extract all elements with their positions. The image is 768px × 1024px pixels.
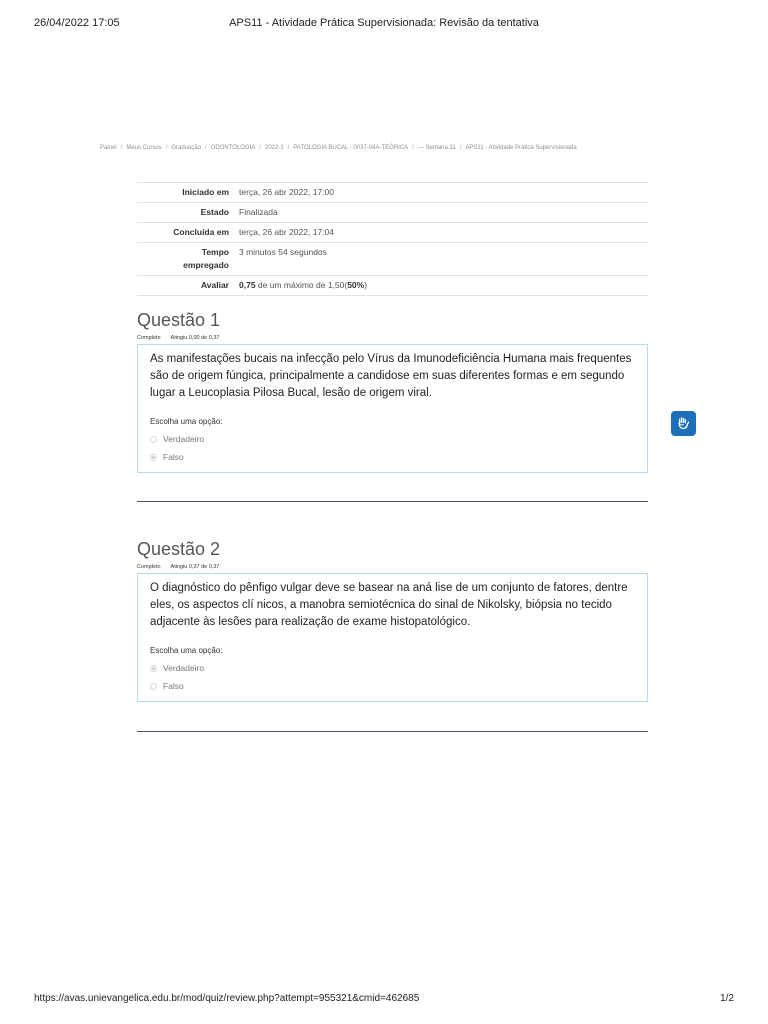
option-label: Verdadeiro [163, 434, 205, 444]
hand-sign-language-icon [676, 416, 691, 431]
breadcrumb-item-odontologia[interactable]: ODONTOLOGIA [210, 145, 256, 151]
question-mark: Atingiu 0,37 de 0,37 [170, 564, 220, 570]
question-divider [137, 501, 648, 502]
breadcrumb [100, 145, 660, 151]
print-title: APS11 - Atividade Prática Supervisionada: Revisão da tentativa [229, 17, 539, 29]
breadcrumb-separator: / [165, 145, 168, 151]
question-mark: Atingiu 0,00 de 0,37 [170, 335, 220, 341]
option-falso[interactable] [150, 452, 635, 462]
summary-label: Avaliar [200, 280, 229, 290]
question-state [137, 334, 648, 342]
summary-value [237, 276, 648, 296]
breadcrumb-separator: / [412, 145, 414, 151]
grade-text-end: ) [364, 280, 368, 290]
option-label: Falso [163, 452, 184, 462]
summary-value: terça, 26 abr 2022, 17:00 [239, 187, 334, 197]
breadcrumb-item-week[interactable]: --- Semana 11 [417, 145, 456, 151]
attempt-summary-table [137, 182, 648, 296]
breadcrumb-item-course[interactable]: PATOLOGIA BUCAL - 0037-04A-TEÓRICA [293, 145, 409, 151]
question-prompt: Escolha uma opção: [150, 646, 223, 655]
summary-label-line: empregado [183, 260, 229, 270]
breadcrumb-item-painel[interactable]: Painel [100, 145, 117, 151]
question-title: Questão 2 [137, 539, 221, 559]
question-status: Completo [137, 564, 161, 570]
question-prompt: Escolha uma opção: [150, 417, 223, 426]
summary-label: Estado [200, 207, 229, 217]
question-content-box [137, 344, 648, 473]
summary-value: Finalizada [239, 207, 278, 217]
question-text: O diagnóstico do pênfigo vulgar deve se basear na aná lise de um conjunto de fatores, dentre eles, os aspectos clí nicos, a manobra semiotécnica do sinal de Nikolsky, biópsia no tecido adjacente às lesões para realização de exame histopatológico. [150, 582, 628, 628]
grade-score: 0,75 [239, 280, 256, 290]
breadcrumb-separator: / [287, 145, 290, 151]
option-verdadeiro[interactable] [150, 663, 635, 673]
breadcrumb-item-meus-cursos[interactable]: Meus Cursos [126, 145, 162, 151]
grade-percent: 50% [347, 280, 365, 290]
breadcrumb-separator: / [205, 145, 207, 151]
summary-value: terça, 26 abr 2022, 17:04 [239, 227, 334, 237]
breadcrumb-item-2022-1[interactable]: 2022-1 [264, 145, 284, 151]
summary-row-started [137, 183, 648, 203]
option-falso[interactable] [150, 681, 635, 691]
grade-text: de um máximo de 1,50( [255, 280, 348, 290]
question-title: Questão 1 [137, 310, 221, 330]
question-text: As manifestações bucais na infecção pelo Vírus da Imunodeficiência Humana mais frequentes são de origem fúngica, principalmente a candidose em suas diferentes formas e em segundo lugar a Leucoplasia Pilosa Bucal, lesão de origem viral. [150, 353, 632, 399]
breadcrumb-separator: / [120, 145, 123, 151]
option-label: Falso [163, 681, 184, 691]
summary-label: Iniciado em [182, 187, 229, 197]
breadcrumb-item-activity[interactable]: APS11 - Atividade Prática Supervisionada [465, 145, 577, 151]
radio-button[interactable] [150, 436, 157, 443]
question-2 [137, 538, 648, 702]
breadcrumb-item-graduacao[interactable]: Graduação [171, 145, 202, 151]
summary-row-grade [137, 276, 648, 296]
radio-button-selected[interactable] [150, 665, 157, 672]
radio-button[interactable] [150, 683, 157, 690]
print-datetime: 26/04/2022 17:05 [34, 17, 120, 29]
summary-label-line: Tempo [201, 247, 229, 257]
question-content-box [137, 573, 648, 702]
summary-label [137, 243, 237, 276]
option-label: Verdadeiro [163, 663, 205, 673]
print-url: https://avas.unievangelica.edu.br/mod/quiz/review.php?attempt=955321&cmid=462685 [34, 993, 420, 1004]
summary-value: 3 minutos 54 segundos [239, 247, 327, 257]
question-1 [137, 309, 648, 473]
summary-label: Concluída em [173, 227, 229, 237]
print-header [34, 17, 734, 31]
summary-row-completed [137, 223, 648, 243]
print-page-number: 1/2 [720, 993, 734, 1004]
summary-row-state [137, 203, 648, 223]
option-verdadeiro[interactable] [150, 434, 635, 444]
summary-row-time [137, 243, 648, 276]
breadcrumb-separator: / [259, 145, 261, 151]
question-divider [137, 731, 648, 732]
accessibility-button[interactable] [671, 411, 696, 436]
question-status: Completo [137, 335, 161, 341]
question-state [137, 563, 648, 571]
radio-button-selected[interactable] [150, 454, 157, 461]
breadcrumb-separator: / [459, 145, 462, 151]
